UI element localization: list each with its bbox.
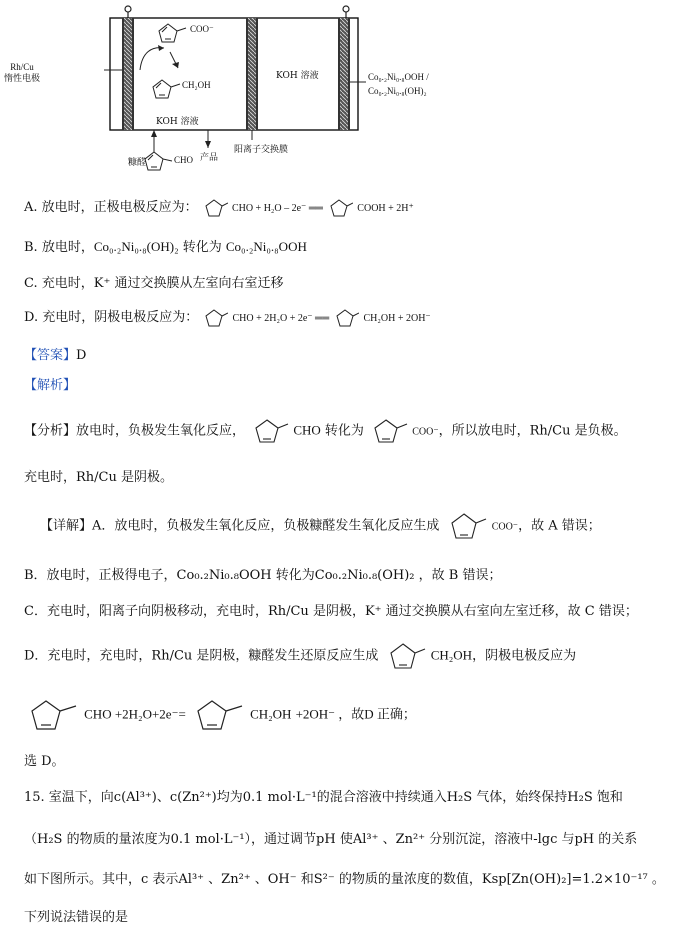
fenxi-cho: CHO <box>293 422 321 438</box>
option-b-chem1: Co₀.₂Ni₀.₈(OH)₂ <box>93 239 179 254</box>
furan-ring-icon <box>383 640 427 672</box>
eq-ch2oh: CH₂OH <box>250 706 292 722</box>
left-solution-label: KOH 溶液 <box>156 117 199 127</box>
analysis-title: 【解析】 <box>24 378 77 393</box>
right-solution-label: KOH 溶液 <box>276 71 319 81</box>
xiangjie-b: B．放电时，正极得电子，Co₀.₂Ni₀.₈OOH 转化为Co₀.₂Ni₀.₈(OH)₂ ，故 B 错误； <box>24 568 502 583</box>
option-b <box>24 236 307 255</box>
membrane-label: 阳离子交换膜 <box>234 145 289 155</box>
left-electrode-label <box>4 62 40 84</box>
xiangjie-a-coo: COO⁻ <box>491 521 519 533</box>
option-b-chem2: Co₀.₂Ni₀.₈OOH <box>225 239 307 254</box>
furan-ring-icon <box>333 307 359 329</box>
option-d-eq-mid: CHO + 2H₂O + 2e⁻ ══ <box>232 313 330 324</box>
fenxi-line-2: 充电时，Rh/Cu 是阴极。 <box>24 470 173 485</box>
q15-line-2: （H₂S 的物质的量浓度为0.1 mol·L⁻¹），通过调节pH 使Al³⁺ 、Zn²⁺ 分别沉淀，溶液中-lgc 与pH 的关系 <box>24 832 638 847</box>
xiangjie-d-end: ，阴极电极反应为 <box>472 648 577 664</box>
coo-group-label: COO⁻ <box>190 24 214 34</box>
option-a-eq-mid: CHO + H₂O – 2e⁻ ══ <box>231 203 324 214</box>
fenxi-text-3: ，所以放电时，Rh/Cu 是负极。 <box>438 423 627 439</box>
fenxi-tag: 【分析】 <box>24 423 77 439</box>
feed-label: 糠醛 <box>128 158 147 168</box>
furan-ring-icon <box>202 307 228 329</box>
fenxi-text-1: 放电时，负极发生氧化反应， <box>76 423 246 439</box>
right-electrode-oxidized: Co₀.₂Ni₀.₈OOH / <box>368 72 429 82</box>
fenxi-text-2: 转化为 <box>324 423 364 439</box>
option-d-prefix: D. 充电时，阴极电极反应为： <box>24 310 199 325</box>
xiangjie-d-ch2oh: CH₂OH <box>430 647 473 663</box>
option-c: C. 充电时，K⁺ 通过交换膜从左室向右室迁移 <box>24 276 284 291</box>
furan-ring-icon <box>190 696 246 734</box>
xiangjie-tag: 【详解】 <box>40 518 93 534</box>
eq-end: +2OH⁻ ，故D 正确； <box>295 706 416 722</box>
option-a-prefix: A. 放电时，正极电极反应为： <box>24 200 198 215</box>
xiangjie-c: C．充电时，阳离子向阴极移动，充电时，Rh/Cu 是阴极，K⁺ 通过交换膜从右室向左室迁移，故 C 错误； <box>24 604 638 619</box>
furan-ring-icon <box>368 416 408 446</box>
choose-line: 选 D。 <box>24 754 65 769</box>
xiangjie-d-text: D．充电时，充电时，Rh/Cu 是阴极，糠醛发生还原反应生成 <box>24 648 379 664</box>
eq-cho: CHO +2H₂O+2e⁻= <box>84 706 186 722</box>
option-d-eq-end: CH₂OH + 2OH⁻ <box>363 313 431 324</box>
answer-value: D <box>76 348 87 363</box>
right-electrode-reduced: Co₀.₂Ni₀.₈(OH)₂ <box>368 86 427 96</box>
left-electrode-name: Rh/Cu <box>10 62 34 72</box>
answer-line <box>24 344 86 363</box>
option-a <box>24 196 414 219</box>
q15-line-3: 如下图所示。其中，c 表示Al³⁺ 、Zn²⁺ 、OH⁻ 和S²⁻ 的物质的量浓度的数值，Ksp[Zn(OH)₂]=1.2×10⁻¹⁷ 。 <box>24 872 665 887</box>
option-d <box>24 306 431 329</box>
furan-ring-icon <box>202 197 228 219</box>
q15-line-1: 15. 室温下，向c(Al³⁺)、c(Zn²⁺)均为0.1 mol·L⁻¹的混合溶液中持续通入H₂S 气体，始终保持H₂S 饱和 <box>24 790 623 805</box>
xiangjie-a <box>40 510 601 542</box>
product-label: 产品 <box>200 153 219 163</box>
final-equation <box>24 696 416 734</box>
xiangjie-a-text: A．放电时，负极发生氧化反应，负极糠醛发生氧化反应生成 <box>92 518 440 534</box>
fenxi-line <box>24 416 627 446</box>
xiangjie-d <box>24 640 576 672</box>
feed-cho-label: CHO <box>174 155 194 165</box>
answer-label: 【答案】 <box>24 348 77 363</box>
fenxi-coo: COO⁻ <box>412 426 439 438</box>
xiangjie-a-end: ，故 A 错误； <box>518 518 601 534</box>
right-electrode-label <box>368 70 429 98</box>
furan-ring-icon <box>444 510 488 542</box>
furan-ring-icon <box>24 696 80 734</box>
option-a-eq-end: COOH + 2H⁺ <box>357 203 414 214</box>
ch2oh-group-label: CH₂OH <box>182 80 211 90</box>
furan-ring-icon <box>327 197 353 219</box>
furan-ring-icon <box>249 416 289 446</box>
left-electrode-type: 惰性电极 <box>4 73 41 83</box>
option-b-mid: 转化为 <box>178 240 226 255</box>
option-b-prefix: B. 放电时， <box>24 240 94 255</box>
q15-line-4: 下列说法错误的是 <box>24 910 129 925</box>
